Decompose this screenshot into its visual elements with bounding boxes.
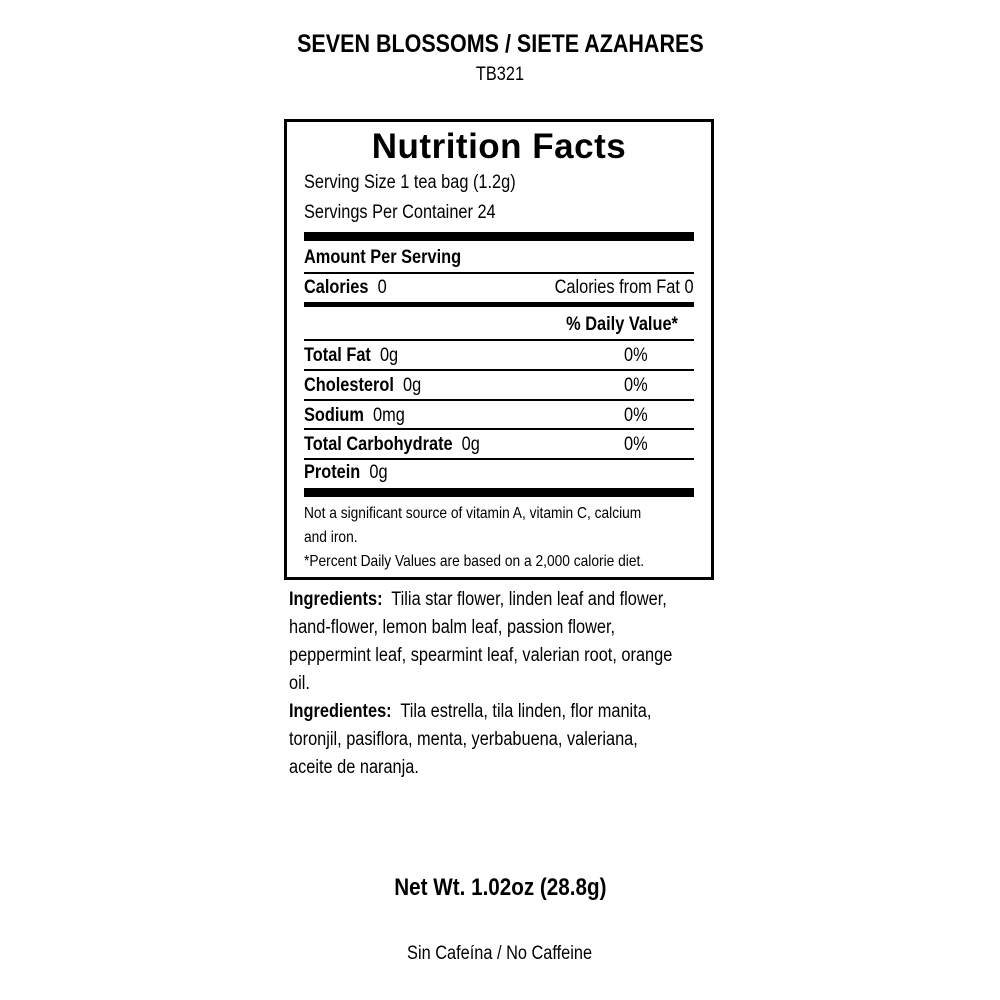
nutrient-amount: 0g xyxy=(461,434,480,455)
ingredientes-label: Ingredientes: xyxy=(289,701,392,722)
nutrient-row-sodium xyxy=(304,405,694,427)
caffeine-note xyxy=(0,943,1000,965)
nutrition-facts-inner xyxy=(304,122,694,577)
ingredientes-line xyxy=(289,726,709,754)
divider xyxy=(304,369,694,371)
ingredients-section xyxy=(289,586,709,782)
product-code xyxy=(0,64,1000,86)
calories-label: Calories xyxy=(304,277,369,298)
divider xyxy=(304,272,694,274)
ingredients-text: Tilia star flower, linden leaf and flower, xyxy=(391,589,667,610)
servings-per-container-text: Servings Per Container 24 xyxy=(304,202,496,223)
ingredientes-text: aceite de naranja. xyxy=(289,757,419,778)
divider xyxy=(304,428,694,430)
thick-divider xyxy=(304,232,694,241)
nutrient-label: Sodium xyxy=(304,405,364,426)
serving-size-text: Serving Size 1 tea bag (1.2g) xyxy=(304,172,516,193)
net-weight-text: Net Wt. 1.02oz (28.8g) xyxy=(393,874,607,901)
nutrient-amount: 0mg xyxy=(373,405,405,426)
vitamin-note-line2 xyxy=(304,529,366,547)
ingredients-label: Ingredients: xyxy=(289,589,383,610)
serving-size xyxy=(304,172,694,194)
caffeine-note-text: Sin Cafeína / No Caffeine xyxy=(407,943,593,964)
ingredients-line xyxy=(289,614,709,642)
ingredients-text: hand-flower, lemon balm leaf, passion flower, xyxy=(289,617,616,638)
nutrient-row-total-fat xyxy=(304,345,694,367)
nutrient-label: Protein xyxy=(304,462,361,483)
medium-divider xyxy=(304,302,694,307)
divider xyxy=(304,458,694,460)
nutrient-row-cholesterol xyxy=(304,375,694,397)
nutrient-amount: 0g xyxy=(402,375,422,396)
vitamin-note-text: Not a significant source of vitamin A, vitamin C, calcium xyxy=(304,505,642,522)
daily-value-footnote xyxy=(304,553,700,571)
ingredients-line xyxy=(289,642,709,670)
divider xyxy=(304,399,694,401)
vitamin-note-text: and iron. xyxy=(304,529,358,546)
calories-value: 0 xyxy=(377,277,387,298)
daily-value-footnote-text: *Percent Daily Values are based on a 2,000 calorie diet. xyxy=(304,553,645,570)
nutrient-dv: 0% xyxy=(624,434,648,455)
ingredientes-text: Tila estrella, tila linden, flor manita, xyxy=(400,701,652,722)
ingredients-text: peppermint leaf, spearmint leaf, valerian root, orange xyxy=(289,645,673,666)
divider xyxy=(304,339,694,341)
nutrient-amount: 0g xyxy=(369,462,388,483)
ingredientes-line xyxy=(289,698,709,726)
product-code-text: TB321 xyxy=(475,64,525,85)
product-title xyxy=(0,30,1000,59)
ingredientes-text: toronjil, pasiflora, menta, yerbabuena, valeriana, xyxy=(289,729,638,750)
nutrition-facts-title: Nutrition Facts xyxy=(371,127,627,166)
nutrient-dv: 0% xyxy=(624,345,648,366)
calories-from-fat: Calories from Fat 0 xyxy=(555,277,694,298)
nutrient-label: Cholesterol xyxy=(304,375,394,396)
ingredients-text: oil. xyxy=(289,673,310,694)
amount-per-serving xyxy=(304,247,694,269)
thick-divider xyxy=(304,488,694,497)
servings-per-container xyxy=(304,202,694,224)
vitamin-note-line1 xyxy=(304,505,696,523)
ingredients-line xyxy=(289,670,709,698)
product-title-text: SEVEN BLOSSOMS / SIETE AZAHARES xyxy=(296,30,704,58)
nutrient-amount: 0g xyxy=(379,345,399,366)
nutrition-facts-panel xyxy=(284,119,714,580)
amount-per-serving-text: Amount Per Serving xyxy=(304,247,462,268)
calories-row xyxy=(304,277,694,299)
net-weight xyxy=(0,874,1000,902)
ingredients-line xyxy=(289,586,709,614)
ingredientes-line xyxy=(289,754,709,782)
nutrient-dv: 0% xyxy=(624,375,648,396)
nutrient-label: Total Fat xyxy=(304,345,371,366)
nutrient-label: Total Carbohydrate xyxy=(304,434,453,455)
nutrient-dv: 0% xyxy=(624,405,648,426)
daily-value-header-text: % Daily Value* xyxy=(566,314,678,335)
nutrient-row-protein xyxy=(304,462,694,484)
nutrient-row-total-carbohydrate xyxy=(304,434,694,456)
